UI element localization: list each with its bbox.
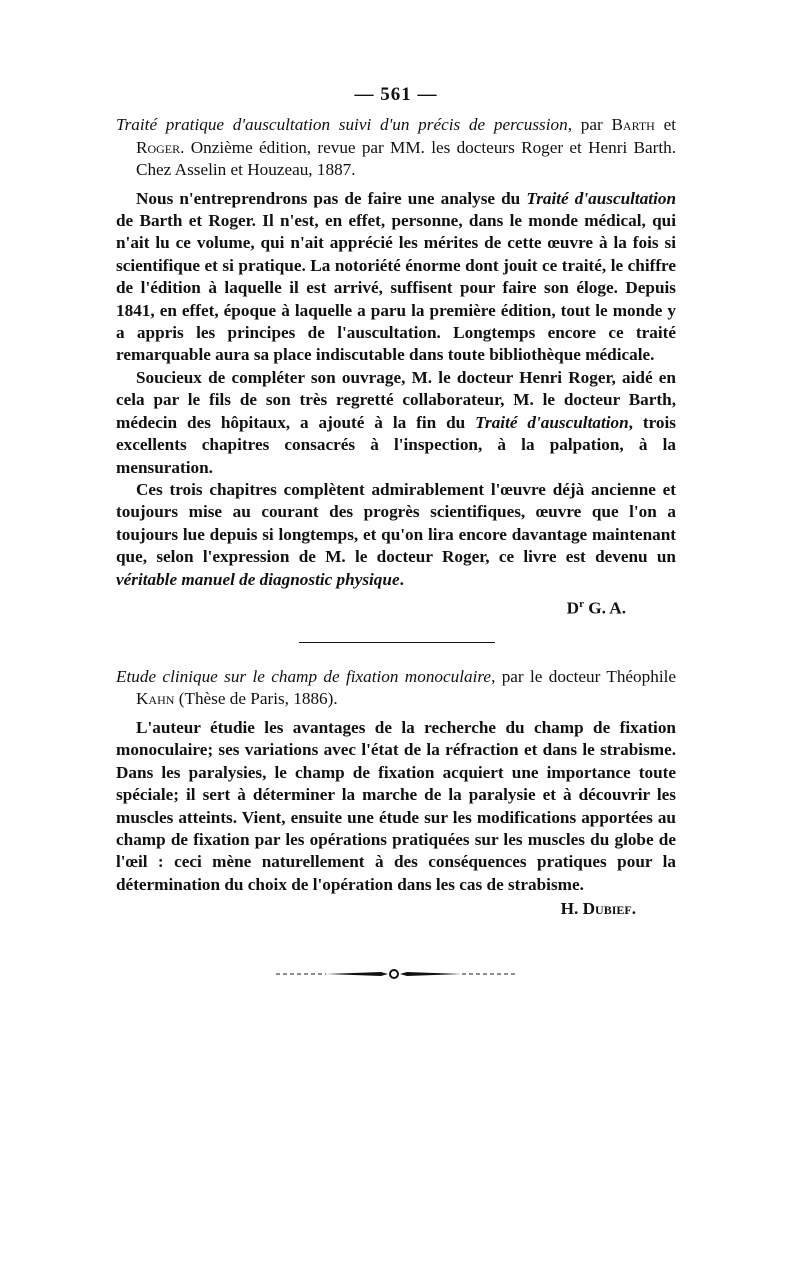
paragraph-text: de Barth et Roger. Il n'est, en effet, personne, dans le monde médical, qui n'ait lu ce volume, qui n'ait apprécié les mérites de cette œuvre à la fois si scientifique et si pratique. La notoriété énorme dont jouit ce traité, le chiffre de l'édition à laquelle il est arrivé, suffisent pour faire son éloge. Depuis 1841, en effet, époque à laquelle a paru la première édition, tout le monde y a appris les principes de l'auscultation. Longtemps encore ce traité remarquable aura sa place indiscutable dans toute bibliothèque médicale. — [116, 211, 676, 365]
signature-initial: H. — [560, 899, 583, 919]
signature-initials: G. A. — [583, 598, 626, 618]
paragraph-2 — [116, 367, 676, 479]
citation-details: . Onzième édition, revue par MM. les docteurs Roger et Henri Barth. Chez Asselin et Houzeau, 1887. — [136, 137, 676, 180]
paragraph-text: Ces trois chapitres complètent admirablement l'œuvre déjà ancienne et toujours mise au courant des progrès scientifiques, œuvre que l'on a toujours lue depuis si longtemps, et qu'on lira encore davantage maintenant que, selon l'expression de M. le docteur Roger, ce livre est devenu un — [116, 479, 676, 567]
paragraph-1 — [116, 188, 676, 367]
thesis-title: Etude clinique sur le champ de fixation monoculaire — [116, 667, 492, 687]
citation-mid: et — [654, 115, 677, 135]
signature-name: Dubief. — [582, 899, 636, 919]
divider-line — [299, 642, 495, 643]
paragraph-4: L'auteur étudie les avantages de la recherche du champ de fixation monoculaire; ses variations avec l'état de la réfraction et dans le strabisme. Dans les paralysies, le champ de fixation acquiert une importance toute spéciale; il sert à déterminer la marche de la paralysie et à découvrir les muscles atteints. Vient, ensuite une étude sur les modifications apportées au champ de fixation par les opérations pratiquées sur les muscles du globe de l'œil : ceci mène naturellement à des conséquences pratiques pour la détermination du choix de l'opération dans les cas de strabisme. — [116, 717, 676, 894]
review-champ-fixation — [116, 666, 676, 920]
page-body — [116, 84, 676, 985]
paragraph-3 — [116, 479, 676, 591]
signature-dubief — [116, 898, 676, 920]
review-auscultation — [116, 114, 676, 620]
citation-sep: , par le docteur Théophile — [491, 667, 677, 687]
signature-dr-ga — [116, 593, 676, 620]
citation-auscultation — [116, 114, 676, 181]
citation-sep: , par — [567, 115, 612, 135]
inline-title: Traité d'auscultation — [526, 188, 677, 208]
book-title: Traité pratique d'auscultation suivi d'un précis de percussion — [116, 115, 568, 135]
author-barth: Barth — [611, 115, 655, 135]
section-divider — [116, 620, 676, 660]
paragraph-text: Nous n'entreprendrons pas de faire une analyse du — [136, 188, 527, 208]
page-number: — 561 — — [354, 84, 438, 105]
paragraph-text: Soucieux de compléter son ouvrage, M. le docteur Henri Roger, aidé en cela par le fils de son très regretté collaborateur, M. le docteur Barth, médecin des hôpitaux, a ajouté à la fin du — [116, 367, 676, 432]
citation-fixation — [116, 666, 676, 711]
signature-sup: r — [579, 597, 584, 610]
inline-italic: véritable manuel de diagnostic physique — [116, 569, 400, 589]
author-roger: Roger — [136, 137, 181, 157]
paragraph-text: , trois excellents chapitres consacrés à l'inspection, à la palpation, à la mensuration. — [116, 412, 676, 477]
signature-dr: D — [566, 598, 580, 618]
ornament-line-icon — [276, 967, 516, 981]
paragraph-text: . — [399, 569, 404, 589]
inline-title: Traité d'auscultation — [475, 412, 629, 432]
citation-details: (Thèse de Paris, 1886). — [174, 689, 338, 709]
end-ornament — [116, 965, 676, 985]
author-kahn: Kahn — [136, 689, 175, 709]
